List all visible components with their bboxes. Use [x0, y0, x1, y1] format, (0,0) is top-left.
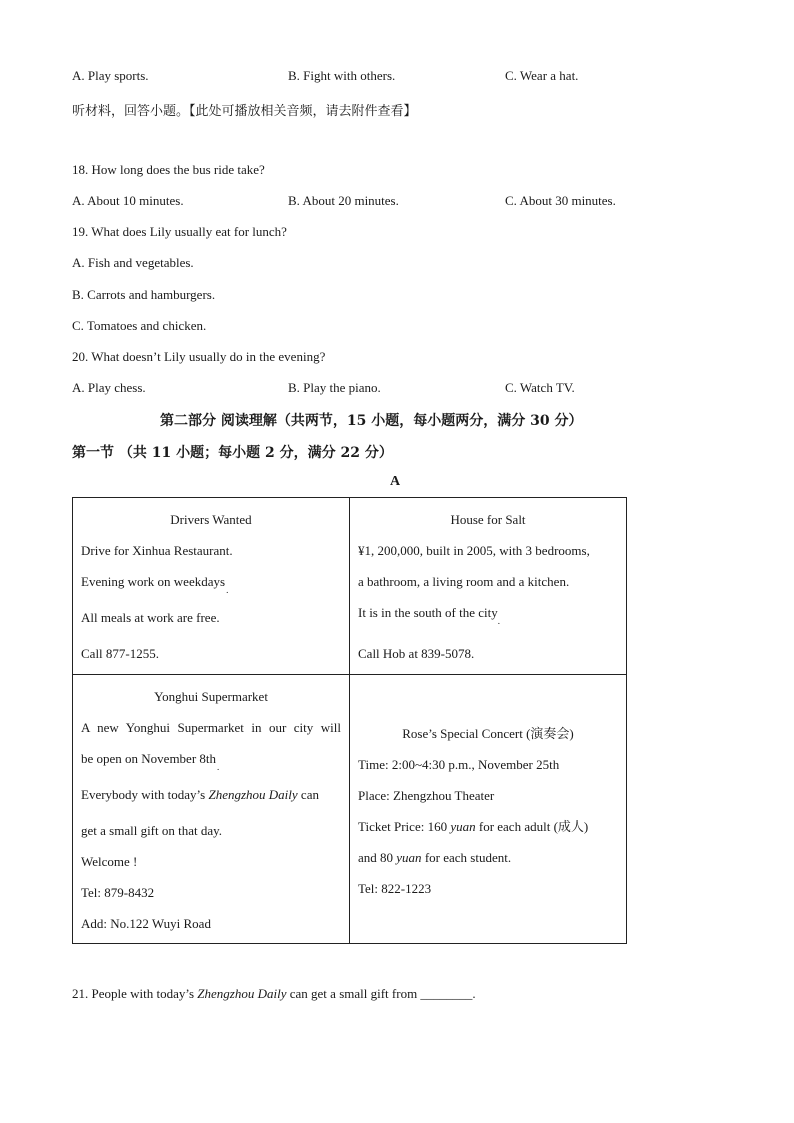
ad-supermarket-line4: get a small gift on that day. — [81, 823, 223, 838]
ad-supermarket-line1: A new Yonghui Supermarket in our city will — [81, 720, 341, 735]
ad-concert-tel: Tel: 822-1223 — [358, 881, 432, 896]
q18-option-a: A. About 10 minutes. — [72, 193, 184, 208]
q18-option-b: B. About 20 minutes. — [288, 193, 399, 208]
part2-title: 第二部分 阅读理解（共两节，15 小题，每小题两分，满分 30 分） — [160, 413, 583, 429]
ad-supermarket-address: Add: No.122 Wuyi Road — [81, 916, 211, 931]
ad-house-line1: ¥1, 200,000, built in 2005, with 3 bedrooms, — [358, 543, 590, 558]
listen-instruction: 听材料，回答小题。【此处可播放相关音频，请去附件查看】 — [72, 104, 417, 119]
ad-drivers-line1: Drive for Xinhua Restaurant. — [81, 543, 233, 558]
q19-option-c: C. Tomatoes and chicken. — [72, 318, 207, 333]
ad-supermarket-tel: Tel: 879-8432 — [81, 885, 155, 900]
q20-option-a: A. Play chess. — [72, 380, 146, 395]
ad-house-for-salt — [350, 498, 627, 675]
ads-table — [72, 497, 627, 944]
ad-concert-place: Place: Zhengzhou Theater — [358, 788, 495, 803]
ad-supermarket-line2: be open on November 8th. — [81, 751, 220, 772]
q17-option-b: B. Fight with others. — [288, 68, 396, 83]
ad-concert-student-price: and 80 yuan for each student. — [358, 850, 512, 865]
section1-title: 第一节 （共 11 小题；每小题 2 分，满分 22 分） — [72, 445, 393, 461]
ad-concert-price: Ticket Price: 160 yuan for each adult (成人) — [358, 819, 589, 834]
ad-supermarket-welcome: Welcome ! — [81, 854, 138, 869]
ad-house-line4: Call Hob at 839-5078. — [358, 646, 475, 661]
q19-option-b: B. Carrots and hamburgers. — [72, 287, 216, 302]
q19-question: 19. What does Lily usually eat for lunch? — [72, 224, 287, 239]
ad-drivers-line3: All meals at work are free. — [81, 610, 220, 625]
q20-option-c: C. Watch TV. — [505, 380, 575, 395]
ad-house-line2: a bathroom, a living room and a kitchen. — [358, 574, 570, 589]
ad-drivers-title: Drivers Wanted — [170, 512, 252, 527]
ad-concert-time: Time: 2:00~4:30 p.m., November 25th — [358, 757, 560, 772]
ad-concert-title: Rose’s Special Concert (演奏会) — [402, 726, 574, 741]
q19-option-a: A. Fish and vegetables. — [72, 255, 194, 270]
passage-label: A — [390, 474, 401, 489]
ad-drivers-wanted — [73, 498, 350, 675]
q20-option-b: B. Play the piano. — [288, 380, 381, 395]
ad-house-line3: It is in the south of the city. — [358, 605, 500, 626]
ad-supermarket-title: Yonghui Supermarket — [154, 689, 268, 704]
ad-drivers-line4: Call 877-1255. — [81, 646, 159, 661]
ad-yonghui-supermarket — [73, 675, 350, 944]
q17-option-a: A. Play sports. — [72, 68, 149, 83]
q17-option-c: C. Wear a hat. — [505, 68, 579, 83]
ad-house-title: House for Salt — [450, 512, 526, 527]
q18-question: 18. How long does the bus ride take? — [72, 162, 265, 177]
ad-drivers-line2: Evening work on weekdays. — [81, 574, 229, 595]
q20-question: 20. What doesn’t Lily usually do in the evening? — [72, 349, 326, 364]
ad-supermarket-line3: Everybody with today’s Zhengzhou Daily can — [81, 787, 319, 802]
q21-question: 21. People with today’s Zhengzhou Daily can get a small gift from ________. — [72, 986, 476, 1001]
q18-option-c: C. About 30 minutes. — [505, 193, 616, 208]
ad-rose-concert — [350, 675, 627, 944]
